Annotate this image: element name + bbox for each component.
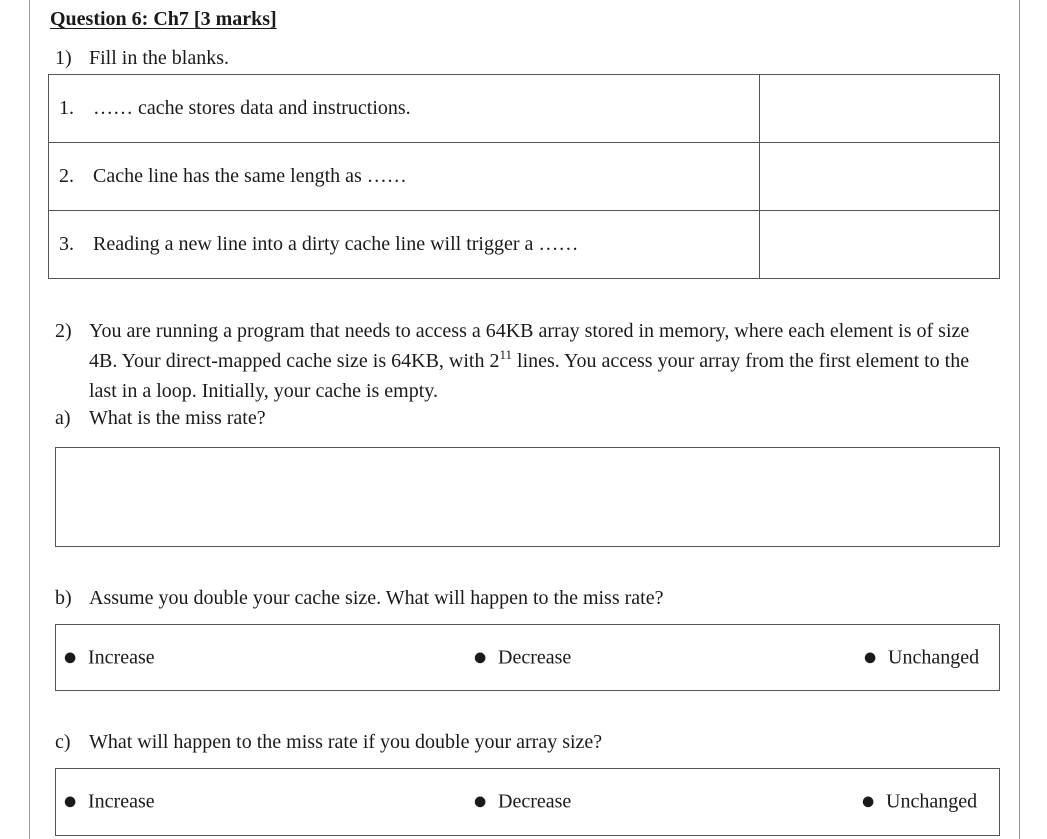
option-label: Unchanged bbox=[888, 646, 980, 668]
option-label: Increase bbox=[88, 790, 155, 813]
bullet-icon: ● bbox=[862, 793, 875, 810]
bullet-icon: ● bbox=[474, 793, 487, 810]
question-title: Question 6: Ch7 [3 marks] bbox=[50, 8, 277, 30]
blank-question-cell bbox=[49, 75, 760, 143]
part1-instruction: Fill in the blanks. bbox=[89, 47, 229, 69]
answer-cell-3[interactable] bbox=[760, 211, 1000, 279]
table-row bbox=[49, 211, 1000, 279]
miss-rate-answer-box[interactable] bbox=[55, 447, 1000, 547]
option-unchanged[interactable] bbox=[862, 791, 977, 814]
sub-c-question bbox=[55, 731, 602, 754]
part2-number: 2) bbox=[55, 320, 72, 342]
sub-c-label: c) bbox=[55, 731, 71, 753]
bullet-icon: ● bbox=[474, 649, 487, 665]
part1-number: 1) bbox=[55, 47, 72, 69]
part2-text-before: You are running a program that needs to access a 64KB array stored in memory, where each element is of size 4B. Your direct-mapped cache size is 64KB, with bbox=[89, 320, 970, 372]
sub-c-options-box bbox=[55, 768, 1000, 836]
page-right-border bbox=[1019, 0, 1020, 839]
option-decrease[interactable] bbox=[474, 646, 571, 669]
option-increase[interactable] bbox=[64, 646, 155, 669]
option-label: Increase bbox=[88, 646, 155, 668]
fill-in-blanks-table bbox=[48, 74, 1000, 279]
bullet-icon: ● bbox=[864, 649, 877, 665]
blank-question-cell bbox=[49, 211, 760, 279]
option-label: Decrease bbox=[498, 646, 572, 668]
part2-text bbox=[89, 316, 1000, 406]
sub-b-question bbox=[55, 587, 663, 610]
blank-item-text: …… cache stores data and instructions. bbox=[93, 97, 411, 119]
blank-item-number: 2. bbox=[59, 165, 74, 187]
blank-item-text: Reading a new line into a dirty cache line will trigger a …… bbox=[93, 233, 579, 255]
answer-cell-1[interactable] bbox=[760, 75, 1000, 143]
table-row bbox=[49, 75, 1000, 143]
sub-b-label: b) bbox=[55, 587, 72, 609]
part2-paragraph bbox=[55, 316, 1000, 406]
option-label: Decrease bbox=[498, 790, 572, 813]
bullet-icon: ● bbox=[64, 649, 77, 665]
answer-cell-2[interactable] bbox=[760, 143, 1000, 211]
part2-text-after: lines. You access your array from the first element to the last in a loop. Initially, your cache is empty. bbox=[89, 350, 970, 402]
sub-b-options-box bbox=[55, 624, 1000, 691]
part1-heading bbox=[55, 47, 229, 70]
sub-a-question bbox=[55, 407, 266, 430]
sub-a-text: What is the miss rate? bbox=[89, 407, 266, 429]
blank-item-number: 3. bbox=[59, 233, 74, 255]
blank-item-text: Cache line has the same length as …… bbox=[93, 165, 407, 187]
blank-question-cell bbox=[49, 143, 760, 211]
power-base: 2 bbox=[489, 350, 500, 372]
option-decrease[interactable] bbox=[474, 791, 571, 814]
power-exponent: 11 bbox=[499, 347, 513, 362]
page-left-border bbox=[29, 0, 30, 839]
sub-c-text: What will happen to the miss rate if you double your array size? bbox=[89, 731, 603, 753]
sub-a-label: a) bbox=[55, 407, 71, 429]
table-row bbox=[49, 143, 1000, 211]
option-label: Unchanged bbox=[886, 790, 978, 813]
option-unchanged[interactable] bbox=[864, 646, 979, 669]
blank-item-number: 1. bbox=[59, 97, 74, 119]
bullet-icon: ● bbox=[64, 793, 77, 810]
sub-b-text: Assume you double your cache size. What will happen to the miss rate? bbox=[89, 587, 664, 609]
option-increase[interactable] bbox=[64, 791, 155, 814]
